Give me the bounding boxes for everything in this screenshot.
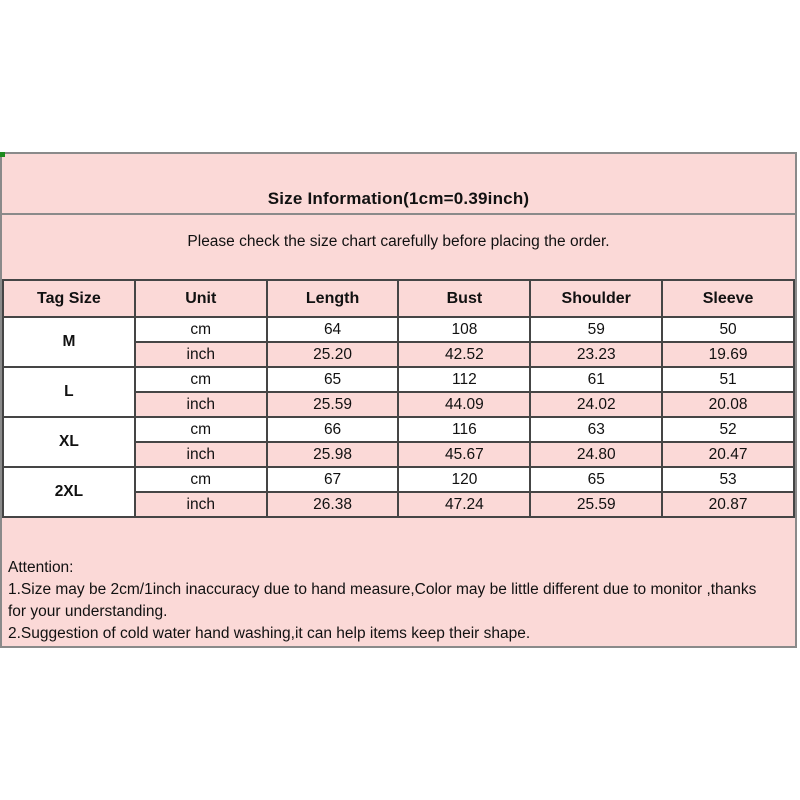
value-cell: 65: [530, 467, 662, 492]
unit-label: cm: [135, 417, 267, 442]
value-cell: 23.23: [530, 342, 662, 367]
table-row-2xl-cm: [3, 467, 794, 492]
unit-label: inch: [135, 342, 267, 367]
subtitle-text: Please check the size chart carefully before placing the order.: [187, 233, 610, 250]
value-cell: 50: [662, 317, 794, 342]
unit-label: cm: [135, 317, 267, 342]
value-cell: 59: [530, 317, 662, 342]
size-label-2xl: 2XL: [3, 467, 135, 517]
value-cell: 25.59: [267, 392, 399, 417]
size-label-l: L: [3, 367, 135, 417]
value-cell: 51: [662, 367, 794, 392]
unit-label: inch: [135, 392, 267, 417]
table-row-m-cm: [3, 317, 794, 342]
page-title: Size Information(1cm=0.39inch): [267, 189, 530, 208]
value-cell: 61: [530, 367, 662, 392]
title-section: [2, 154, 795, 213]
value-cell: 116: [398, 417, 530, 442]
attention-note-line: 1.Size may be 2cm/1inch inaccuracy due to hand measure,Color may be little different due to monitor ,thanks: [8, 581, 757, 598]
column-header-length: Length: [267, 280, 399, 317]
size-label-xl: XL: [3, 417, 135, 467]
table-header-row: [3, 280, 794, 317]
size-table: [2, 279, 795, 518]
attention-section: [2, 518, 795, 646]
unit-label: inch: [135, 442, 267, 467]
value-cell: 26.38: [267, 492, 399, 517]
attention-note-line: 2.Suggestion of cold water hand washing,it can help items keep their shape.: [8, 625, 531, 642]
table-row-xl-cm: [3, 417, 794, 442]
attention-note-line: for your understanding.: [8, 603, 168, 620]
value-cell: 20.08: [662, 392, 794, 417]
subtitle-section: [2, 215, 795, 279]
column-header-bust: Bust: [398, 280, 530, 317]
value-cell: 67: [267, 467, 399, 492]
value-cell: 24.02: [530, 392, 662, 417]
size-chart-panel: [0, 152, 797, 648]
value-cell: 53: [662, 467, 794, 492]
value-cell: 44.09: [398, 392, 530, 417]
value-cell: 19.69: [662, 342, 794, 367]
value-cell: 45.67: [398, 442, 530, 467]
unit-label: cm: [135, 367, 267, 392]
value-cell: 25.20: [267, 342, 399, 367]
attention-heading: Attention:: [8, 559, 74, 576]
size-label-m: M: [3, 317, 135, 367]
value-cell: 63: [530, 417, 662, 442]
value-cell: 112: [398, 367, 530, 392]
column-header-tag-size: Tag Size: [3, 280, 135, 317]
value-cell: 66: [267, 417, 399, 442]
value-cell: 25.59: [530, 492, 662, 517]
column-header-shoulder: Shoulder: [530, 280, 662, 317]
column-header-sleeve: Sleeve: [662, 280, 794, 317]
value-cell: 25.98: [267, 442, 399, 467]
unit-label: cm: [135, 467, 267, 492]
value-cell: 64: [267, 317, 399, 342]
corner-artifact-mark: [0, 152, 5, 157]
value-cell: 65: [267, 367, 399, 392]
value-cell: 120: [398, 467, 530, 492]
value-cell: 20.87: [662, 492, 794, 517]
table-row-l-cm: [3, 367, 794, 392]
unit-label: inch: [135, 492, 267, 517]
column-header-unit: Unit: [135, 280, 267, 317]
value-cell: 108: [398, 317, 530, 342]
value-cell: 20.47: [662, 442, 794, 467]
value-cell: 52: [662, 417, 794, 442]
value-cell: 24.80: [530, 442, 662, 467]
value-cell: 47.24: [398, 492, 530, 517]
value-cell: 42.52: [398, 342, 530, 367]
